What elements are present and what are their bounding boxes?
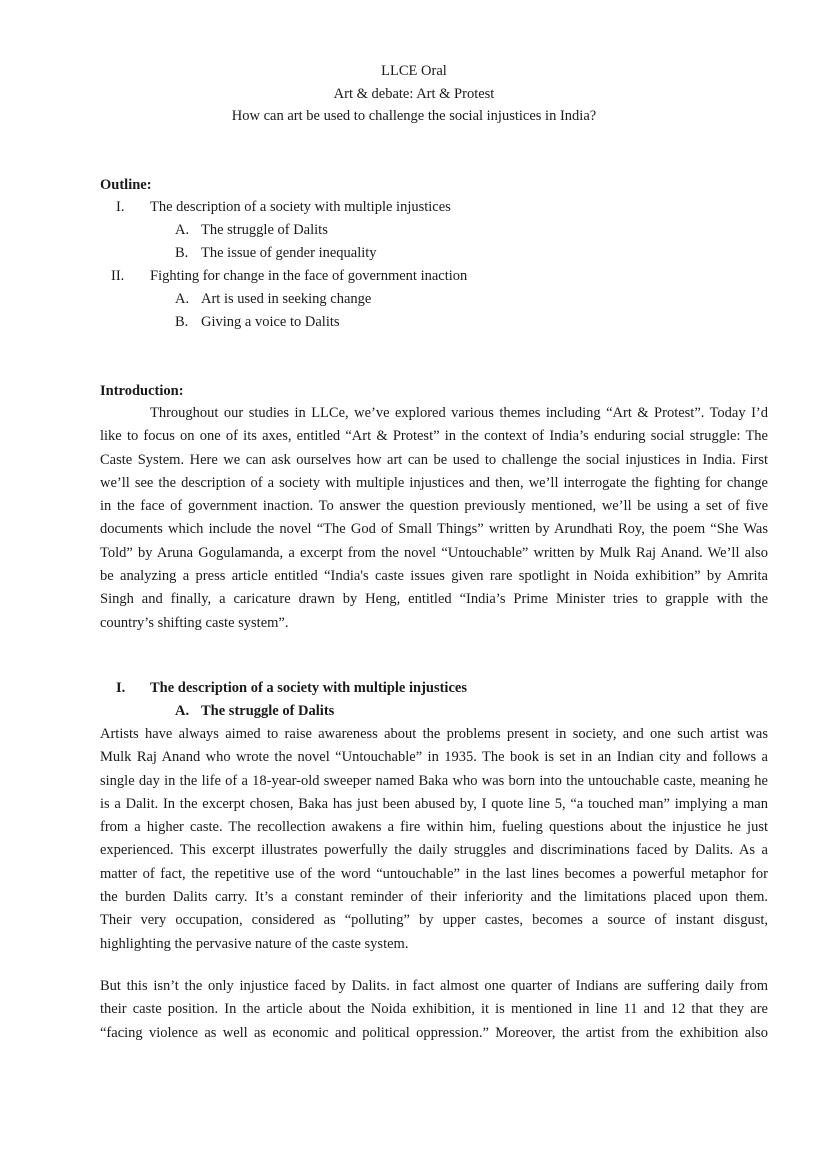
text-line: single day in the life of a 18-year-old sweeper named Baka who was born into the untouchable caste, meaning he [100,772,768,789]
text-line: Told” by Aruna Gogulamanda, a excerpt from the novel “Untouchable” written by Mulk Raj Anand. We’ll also [100,544,768,561]
text-line: from a higher caste. The recollection awakens a fire within him, fueling questions about the injustice he just [100,819,768,836]
text-line: the burden Dalits carry. It’s a constant reminder of their inferiority and the limitations placed upon them. [100,889,768,906]
header-title: LLCE Oral [381,63,447,79]
text-line: like to focus on one of its axes, entitled “Art & Protest” in the context of India’s enduring social struggle: The [100,428,768,445]
text-line: be analyzing a press article entitled “India's caste issues given rare spotlight in Noida exhibition” by Amrita [100,568,768,585]
text-line: “facing violence as well as economic and political oppression.” Moreover, the artist from the exhibition also [100,1024,768,1041]
header-question: How can art be used to challenge the social injustices in India? [231,108,597,124]
outline-subitem-number: B. [175,314,189,330]
subsection-title: The struggle of Dalits [201,703,335,719]
outline-subitem: Art is used in seeking change [201,291,372,307]
text-line: Their very occupation, considered as “polluting” by upper castes, becomes a source of instant disgust, [100,912,768,929]
text-line: Caste System. Here we can ask ourselves how art can be used to challenge the social injustices in India. First [100,451,768,468]
header-subtitle: Art & debate: Art & Protest [333,85,495,102]
section-number: I. [116,680,126,696]
outline-item-number: II. [111,268,125,284]
text-line: highlighting the pervasive nature of the caste system. [100,935,409,952]
outline-item: Fighting for change in the face of government inaction [150,268,468,284]
text-line: Mulk Raj Anand who wrote the novel “Untouchable” in 1935. The book is set in an Indian city and follows a [100,749,768,766]
outline-subitem-number: A. [175,291,190,307]
subsection-number: A. [175,703,190,719]
text-line: Singh and finally, a caricature drawn by Heng, entitled “India’s Prime Minister tries to grapple with the [100,591,768,608]
introduction-paragraph [100,402,768,635]
section-title: The description of a society with multiple injustices [150,680,467,696]
outline-subitem-number: A. [175,222,190,238]
text-line: matter of fact, the repetitive use of the word “untouchable” in the last lines becomes a powerful metaphor for [100,865,768,882]
introduction-heading: Introduction: [100,383,184,399]
section-paragraph [100,723,768,956]
text-line: experienced. This excerpt illustrates powerfully the daily struggles and discriminations faced by Dalits. As a [100,842,768,859]
text-line: their caste position. In the article about the Noida exhibition, it is mentioned in line 11 and 12 that they are [100,1001,768,1018]
text-line: documents which include the novel “The God of Small Things” written by Arundhati Roy, the poem “She Was [100,521,768,538]
outline-subitem-number: B. [175,245,189,261]
outline-heading: Outline: [100,177,152,193]
section-paragraph [100,975,768,1045]
text-line: Throughout our studies in LLCe, we’ve explored various themes including “Art & Protest”. Today I’d [150,405,768,421]
text-line: we’ll see the description of a society with multiple injustices and then, we’ll interrogate the fighting for change [100,474,768,491]
text-line: is a Dalit. In the excerpt chosen, Baka has just been abused by, I quote line 5, “a touched man” implying a man [100,795,768,812]
outline-subitem: The struggle of Dalits [201,222,328,238]
outline-subitem: The issue of gender inequality [201,245,377,261]
document-header [0,60,828,128]
text-line: in the face of government inaction. To answer the question previously mentioned, we’ll be using a set of five [100,498,768,515]
outline-item: The description of a society with multiple injustices [150,199,451,215]
text-line: country’s shifting caste system”. [100,614,289,631]
text-line: But this isn’t the only injustice faced by Dalits. in fact almost one quarter of Indians are suffering daily from [100,978,768,994]
text-line: Artists have always aimed to raise awareness about the problems present in society, and one such artist was [100,726,768,742]
outline-subitem: Giving a voice to Dalits [201,314,340,330]
outline-item-number: I. [116,199,125,215]
